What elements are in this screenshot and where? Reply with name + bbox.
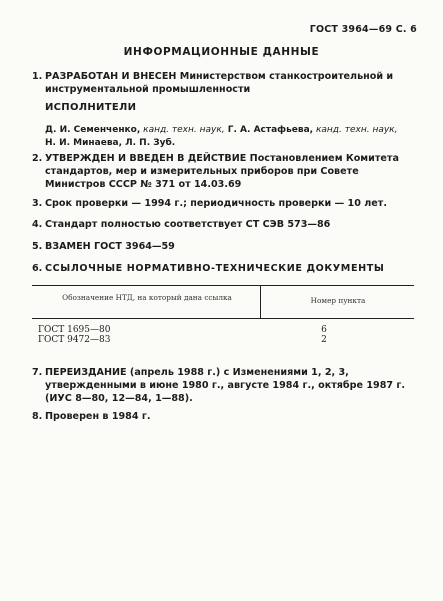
item-number: 1. xyxy=(32,71,43,82)
item-text xyxy=(45,366,414,405)
table-row xyxy=(32,335,414,346)
item-text xyxy=(45,70,414,96)
performer-name: Г. А. Астафьева, xyxy=(224,125,314,135)
table-cell-clause: 6 xyxy=(321,325,327,335)
item-number: 5. xyxy=(32,241,43,252)
item-lead: РАЗРАБОТАН И ВНЕСЕН xyxy=(45,71,177,82)
item-lead: ПЕРЕИЗДАНИЕ xyxy=(45,367,127,378)
page-header: ГОСТ 3964—69 С. 6 xyxy=(309,24,417,35)
item-body: (апрель 1988 г.) с Изменениями 1, 2, 3, утвержденными в июне 1980 г., августе 1984 г., октябре 1987 г. (ИУС 8—80, 12—84, 1—88). xyxy=(45,367,406,404)
item-number: 8. xyxy=(32,411,43,422)
page-title: ИНФОРМАЦИОННЫЕ ДАННЫЕ xyxy=(123,46,320,58)
reference-table xyxy=(32,285,414,354)
item-number: 6. xyxy=(32,263,43,274)
item-6-references xyxy=(32,262,414,275)
performer-name: Н. И. Минаева, Л. П. Зуб. xyxy=(45,138,176,148)
item-body: ССЫЛОЧНЫЕ НОРМАТИВНО-ТЕХНИЧЕСКИЕ ДОКУМЕНТЫ xyxy=(45,263,385,274)
item-body: Стандарт полностью соответствует СТ СЭВ 573—86 xyxy=(45,219,331,230)
item-body: Проверен в 1984 г. xyxy=(45,411,151,422)
item-lead: УТВЕРЖДЕН И ВВЕДЕН В ДЕЙСТВИЕ xyxy=(45,153,247,164)
item-number: 2. xyxy=(32,153,43,164)
item-number: 7. xyxy=(32,367,43,378)
table-header-clause: Номер пункта xyxy=(310,296,366,305)
table-cell-clause: 2 xyxy=(321,335,327,345)
item-8-checked xyxy=(32,410,414,423)
performer-title: канд. техн. наук, xyxy=(140,125,225,135)
table-column-divider xyxy=(260,285,261,318)
performers-heading: ИСПОЛНИТЕЛИ xyxy=(45,102,137,113)
item-1-developed-by xyxy=(32,70,414,96)
item-body: ВЗАМЕН ГОСТ 3964—59 xyxy=(45,241,175,252)
item-number: 4. xyxy=(32,219,43,230)
performers-list xyxy=(45,124,413,150)
table-cell-document: ГОСТ 1695—80 xyxy=(38,325,111,335)
performer-name: Д. И. Семенченко, xyxy=(45,125,141,135)
performer-title: канд. техн. наук, xyxy=(313,125,398,135)
item-body: Срок проверки — 1994 г.; периодичность проверки — 10 лет. xyxy=(45,198,387,209)
item-7-reissue xyxy=(32,366,414,405)
item-number: 3. xyxy=(32,198,43,209)
item-4-compliance xyxy=(32,218,414,231)
table-header-rule xyxy=(32,318,414,319)
table-cell-document: ГОСТ 9472—83 xyxy=(38,335,111,345)
table-top-rule xyxy=(32,285,414,286)
item-text xyxy=(45,152,414,191)
item-3-review-period xyxy=(32,197,414,210)
item-2-approved xyxy=(32,152,414,191)
item-body: Постановлением Комитета стандартов, мер и измерительных приборов при Совете Министров СССР № 371 от 14.03.69 xyxy=(45,153,399,190)
item-5-replaces xyxy=(32,240,414,253)
item-body: Министерством станкостроительной и инструментальной промышленности xyxy=(45,71,394,95)
table-header-document: Обозначение НТД, на который дана ссылка xyxy=(62,293,232,302)
